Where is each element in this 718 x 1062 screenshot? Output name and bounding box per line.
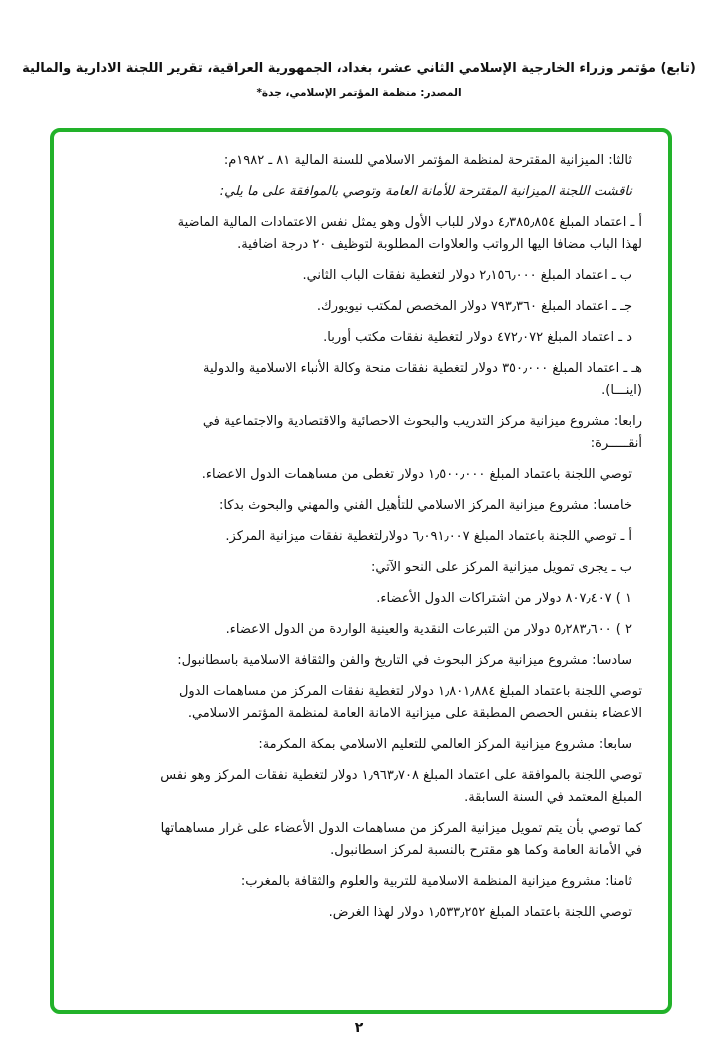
text-line: لهذا الباب مضافا اليها الرواتب والعلاوات المطلوبة لتوظيف ٢٠ درجة اضافية. — [237, 237, 642, 252]
text-line: المبلغ المعتمد في السنة السابقة. — [464, 790, 642, 805]
text-line: الاعضاء بنفس الحصص المطبقة على ميزانية الامانة العامة لمنظمة المؤتمر الاسلامي. — [187, 706, 642, 721]
text-line: رابعا: مشروع ميزانية مركز التدريب والبحوث الاحصائية والاقتصادية والاجتماعية في — [202, 414, 642, 429]
text-line: ٢ ) ٥٫٢٨٣٫٦٠٠ دولار من التبرعات النقدية والعينية الواردة من الدول الاعضاء. — [225, 622, 632, 637]
page-number: ٢ — [354, 1020, 364, 1036]
document-header — [10, 60, 708, 100]
text-line: توصي اللجنة باعتماد المبلغ ١٫٨٠١٫٨٨٤ دولار لتغطية نفقات المركز من مساهمات الدول — [178, 684, 642, 699]
text-line: توصي اللجنة باعتماد المبلغ ١٫٥٣٣٫٢٥٢ دولار لهذا الغرض. — [328, 905, 632, 920]
content-frame — [50, 128, 672, 1014]
text-line: (اينـــا). — [601, 383, 642, 398]
text-line: جـ ـ اعتماد المبلغ ٧٩٣٫٣٦٠ دولار المخصص لمكتب نيويورك. — [316, 299, 632, 314]
text-line: خامسا: مشروع ميزانية المركز الاسلامي للتأهيل الفني والمهني والبحوث بدكا: — [218, 498, 632, 513]
text-line: ثالثا: الميزانية المقترحة لمنظمة المؤتمر الاسلامي للسنة المالية ٨١ ـ ١٩٨٢م: — [223, 153, 632, 168]
text-line: هـ ـ اعتماد المبلغ ٣٥٠٫٠٠٠ دولار لتغطية نفقات منحة وكالة الأنباء الاسلامية والدولية — [202, 361, 642, 376]
document-title: (تابع) مؤتمر وزراء الخارجية الإسلامي الثاني عشر، بغداد، الجمهورية العراقية، تقرير اللجنة الادارية والمالية — [22, 61, 696, 76]
text-line: ثامنا: مشروع ميزانية المنظمة الاسلامية للتربية والعلوم والثقافة بالمغرب: — [240, 874, 632, 889]
text-line: ١ ) ٨٠٧٫٤٠٧ دولار من اشتراكات الدول الأعضاء. — [376, 591, 632, 606]
text-line: ب ـ اعتماد المبلغ ٢٫١٥٦٫٠٠٠ دولار لتغطية نفقات الباب الثاني. — [302, 268, 632, 283]
text-line: أنقـــــرة: — [590, 436, 642, 451]
text-line: ناقشت اللجنة الميزانية المقترحة للأمانة العامة وتوصي بالموافقة على ما يلي: — [219, 184, 632, 199]
document-source: المصدر: منظمة المؤتمر الإسلامي، جدة* — [256, 87, 462, 99]
text-line: ب ـ يجرى تمويل ميزانية المركز على النحو الآتي: — [371, 560, 632, 575]
text-line: د ـ اعتماد المبلغ ٤٧٢٫٠٧٢ دولار لتغطية نفقات مكتب أوربا. — [323, 330, 632, 345]
text-line: سادسا: مشروع ميزانية مركز البحوث في التاريخ والفن والثقافة الاسلامية باسطانبول: — [177, 653, 632, 668]
text-line: كما توصي بأن يتم تمويل ميزانية المركز من مساهمات الدول الأعضاء على غرار مساهماتها — [160, 821, 642, 836]
text-line: أ ـ توصي اللجنة باعتماد المبلغ ٦٫٠٩١٫٠٠٧ دولارلتغطية نفقات ميزانية المركز. — [225, 529, 632, 544]
text-line: في الأمانة العامة وكما هو مقترح بالنسبة لمركز اسطانبول. — [330, 843, 642, 858]
text-line: سابعا: مشروع ميزانية المركز العالمي للتعليم الاسلامي بمكة المكرمة: — [258, 737, 632, 752]
document-body — [80, 150, 642, 924]
text-line: أ ـ اعتماد المبلغ ٤٫٣٨٥٫٨٥٤ دولار للباب الأول وهو يمثل نفس الاعتمادات المالية الماضية — [177, 215, 642, 230]
text-line: توصي اللجنة بالموافقة على اعتماد المبلغ ١٫٩٦٣٫٧٠٨ دولار لتغطية نفقات المركز وهو نفس — [160, 768, 642, 783]
text-line: توصي اللجنة باعتماد المبلغ ١٫٥٠٠٫٠٠٠ دولار تغطى من مساهمات الدول الاعضاء. — [201, 467, 632, 482]
